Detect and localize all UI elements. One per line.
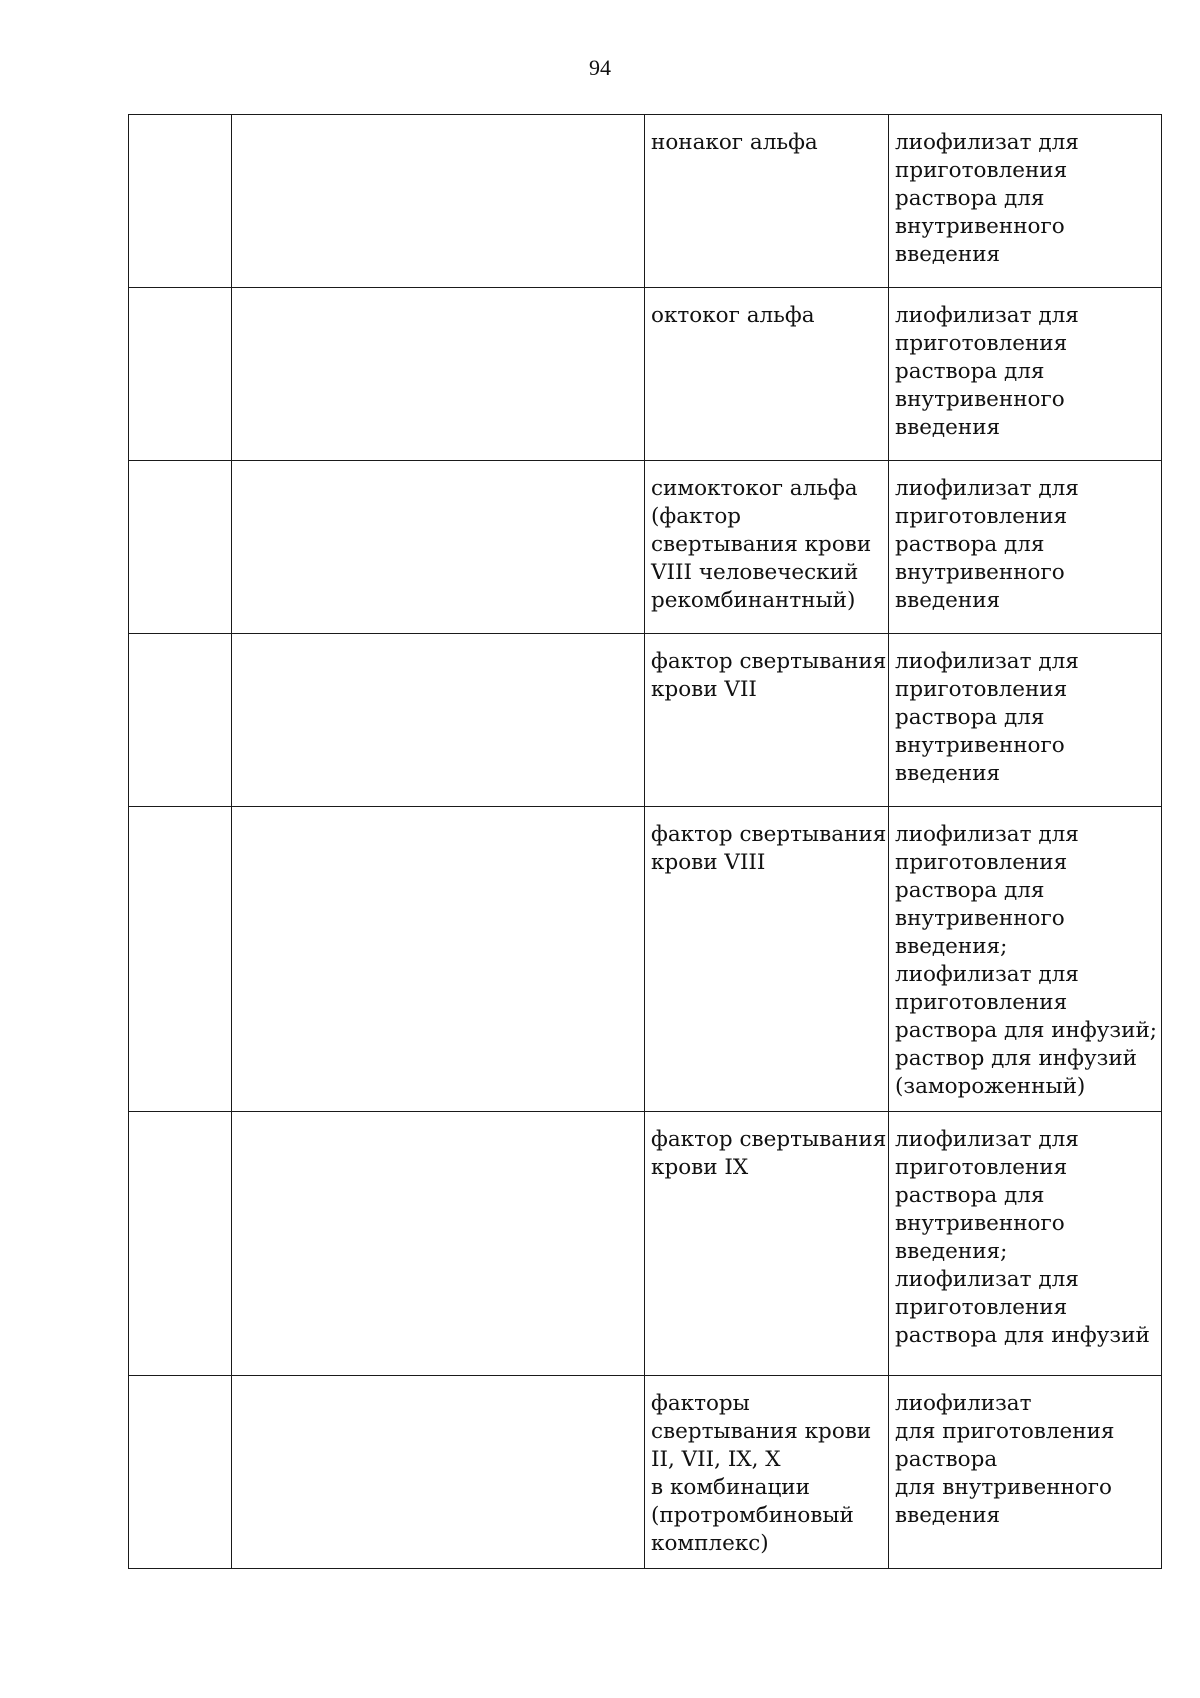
code-cell (129, 807, 232, 1112)
dosage-form-line: раствора для (895, 532, 1045, 557)
dosage-form-line: лиофилизат (895, 1391, 1032, 1416)
dosage-form-line: раствора для (895, 878, 1045, 903)
drug-name-cell (645, 288, 889, 461)
dosage-form-line: введения; (895, 934, 1008, 959)
page-number: 94 (589, 55, 611, 80)
code-cell (129, 634, 232, 807)
dosage-form-line: приготовления (895, 1295, 1068, 1320)
dosage-form-line: внутривенного (895, 906, 1065, 931)
dosage-form-line: приготовления (895, 504, 1068, 529)
dosage-form-line: приготовления (895, 677, 1068, 702)
dosage-form-line: раствора для (895, 359, 1045, 384)
dosage-form-cell (889, 1112, 1162, 1376)
dosage-form-line: введения (895, 761, 1001, 786)
table-row (129, 634, 1162, 807)
drug-name-line: фактор свертывания (651, 649, 887, 674)
drug-name-line: крови VIII (651, 850, 766, 875)
drug-name-cell (645, 1376, 889, 1569)
dosage-form-cell (889, 115, 1162, 288)
dosage-form-line: раствора для инфузий (895, 1323, 1150, 1348)
drug-name-line: (протромбиновый (651, 1503, 854, 1528)
group-cell (232, 1112, 645, 1376)
dosage-form-line: приготовления (895, 331, 1068, 356)
group-cell (232, 461, 645, 634)
dosage-form-line: приготовления (895, 990, 1068, 1015)
table-row (129, 807, 1162, 1112)
dosage-form-line: приготовления (895, 850, 1068, 875)
group-cell (232, 634, 645, 807)
drug-name-line: (фактор (651, 504, 742, 529)
drug-name-line: факторы (651, 1391, 750, 1416)
drug-name-cell (645, 115, 889, 288)
dosage-form-cell (889, 288, 1162, 461)
dosage-form-line: внутривенного (895, 1211, 1065, 1236)
dosage-form-line: лиофилизат для (895, 1267, 1079, 1292)
dosage-form-line: введения (895, 1503, 1001, 1528)
table-row (129, 288, 1162, 461)
dosage-form-line: лиофилизат для (895, 822, 1079, 847)
table-body (129, 115, 1162, 1569)
table-row (129, 461, 1162, 634)
table-row (129, 1376, 1162, 1569)
drug-name-line: крови IX (651, 1155, 749, 1180)
drug-name-line: VIII человеческий (651, 560, 859, 585)
dosage-form-line: для приготовления (895, 1419, 1115, 1444)
drug-name-line: октоког альфа (651, 303, 815, 328)
table-row (129, 115, 1162, 288)
drug-name-cell (645, 1112, 889, 1376)
dosage-form-line: для внутривенного (895, 1475, 1113, 1500)
dosage-form-line: лиофилизат для (895, 476, 1079, 501)
dosage-form-line: лиофилизат для (895, 303, 1079, 328)
dosage-form-line: внутривенного (895, 733, 1065, 758)
code-cell (129, 288, 232, 461)
dosage-form-line: внутривенного (895, 387, 1065, 412)
code-cell (129, 461, 232, 634)
drug-name-line: II, VII, IX, X (651, 1447, 781, 1472)
group-cell (232, 288, 645, 461)
code-cell (129, 1376, 232, 1569)
dosage-form-line: внутривенного (895, 560, 1065, 585)
dosage-form-line: раствора для (895, 705, 1045, 730)
code-cell (129, 115, 232, 288)
dosage-form-line: введения; (895, 1239, 1008, 1264)
dosage-form-line: введения (895, 415, 1001, 440)
dosage-form-cell (889, 634, 1162, 807)
drug-name-line: в комбинации (651, 1475, 810, 1500)
dosage-form-line: раствора для (895, 186, 1045, 211)
drug-name-line: рекомбинантный) (651, 588, 856, 613)
drug-table (128, 114, 1162, 1569)
drug-name-line: фактор свертывания (651, 822, 887, 847)
dosage-form-cell (889, 461, 1162, 634)
dosage-form-line: внутривенного (895, 214, 1065, 239)
dosage-form-line: лиофилизат для (895, 962, 1079, 987)
dosage-form-line: введения (895, 242, 1001, 267)
table-row (129, 1112, 1162, 1376)
dosage-form-line: лиофилизат для (895, 1127, 1079, 1152)
group-cell (232, 115, 645, 288)
code-cell (129, 1112, 232, 1376)
dosage-form-cell (889, 1376, 1162, 1569)
dosage-form-line: приготовления (895, 158, 1068, 183)
drug-name-line: свертывания крови (651, 1419, 872, 1444)
dosage-form-line: лиофилизат для (895, 649, 1079, 674)
dosage-form-line: раствор для инфузий (895, 1046, 1137, 1071)
drug-name-line: симоктоког альфа (651, 476, 858, 501)
dosage-form-cell (889, 807, 1162, 1112)
drug-name-line: фактор свертывания (651, 1127, 887, 1152)
drug-name-cell (645, 461, 889, 634)
dosage-form-line: раствора (895, 1447, 998, 1472)
drug-name-cell (645, 807, 889, 1112)
drug-name-line: комплекс) (651, 1531, 769, 1556)
drug-name-line: крови VII (651, 677, 757, 702)
dosage-form-line: (замороженный) (895, 1074, 1086, 1099)
dosage-form-line: приготовления (895, 1155, 1068, 1180)
drug-name-cell (645, 634, 889, 807)
dosage-form-line: раствора для (895, 1183, 1045, 1208)
drug-name-line: свертывания крови (651, 532, 872, 557)
group-cell (232, 1376, 645, 1569)
group-cell (232, 807, 645, 1112)
drug-name-line: нонаког альфа (651, 130, 818, 155)
dosage-form-line: лиофилизат для (895, 130, 1079, 155)
dosage-form-line: введения (895, 588, 1001, 613)
dosage-form-line: раствора для инфузий; (895, 1018, 1158, 1043)
